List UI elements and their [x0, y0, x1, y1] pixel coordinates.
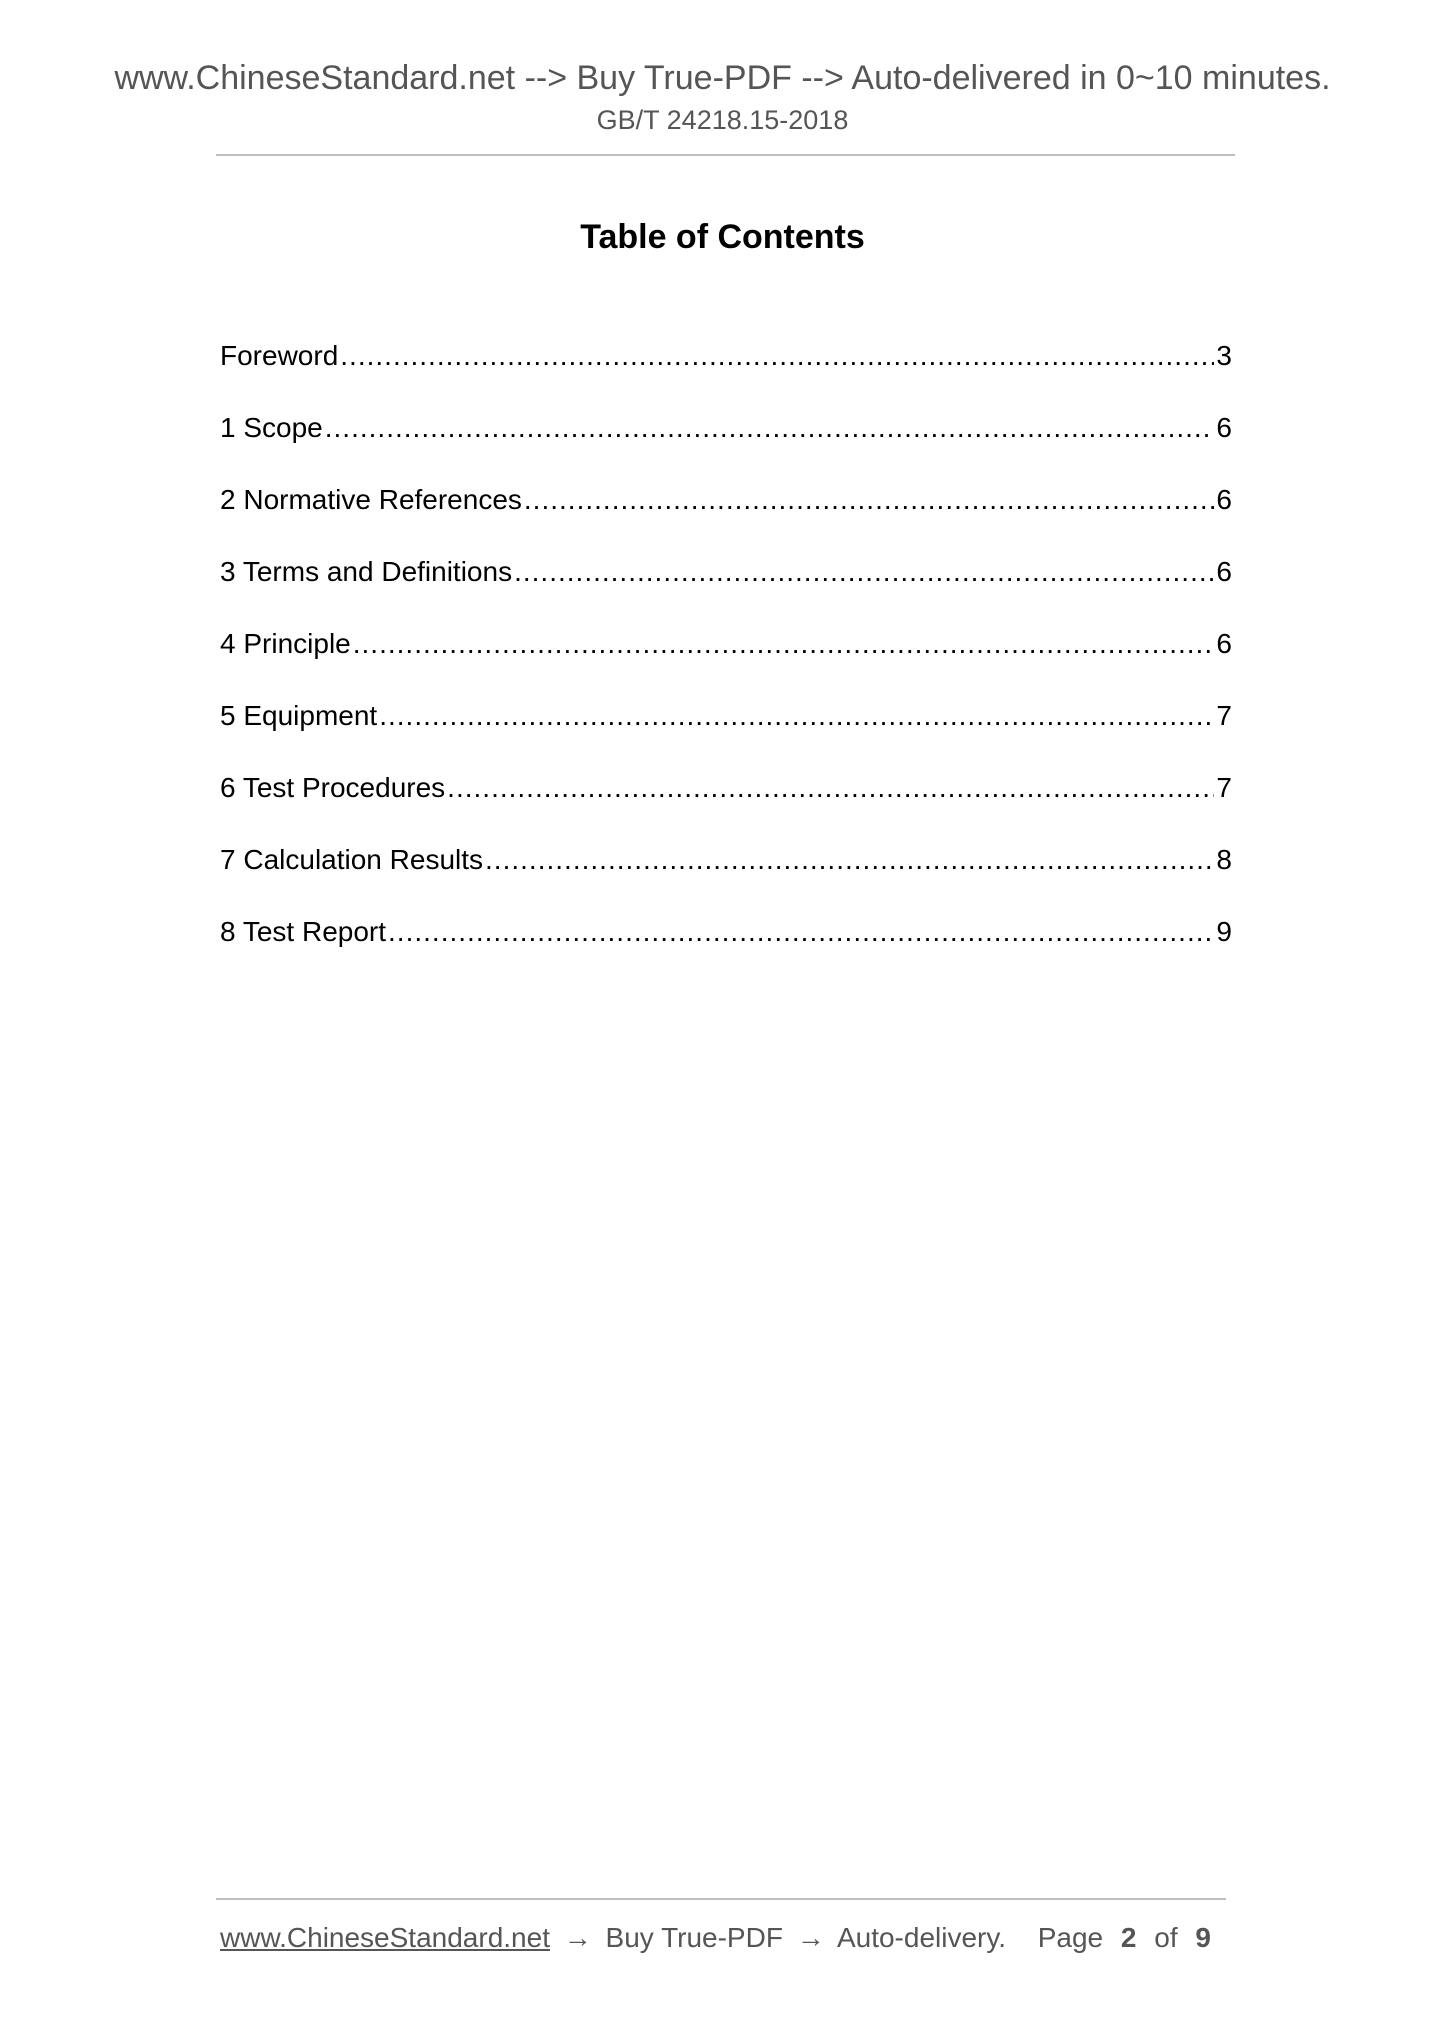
dot-leader	[353, 624, 1215, 664]
dot-leader	[514, 552, 1214, 592]
dot-leader	[340, 336, 1214, 376]
site-banner: www.ChineseStandard.net --> Buy True-PDF --> Auto-delivered in 0~10 minutes.	[114, 59, 1331, 97]
dot-leader	[379, 696, 1214, 736]
page-footer	[220, 1918, 1225, 1958]
toc-entry-page: 6	[1216, 556, 1232, 587]
header-divider	[216, 154, 1235, 156]
toc-entry-normative-references[interactable]	[220, 480, 1232, 552]
toc-entry-test-report[interactable]	[220, 912, 1232, 984]
footer-divider	[216, 1898, 1226, 1900]
dot-leader	[485, 840, 1214, 880]
toc-entry-page: 6	[1216, 484, 1232, 515]
toc-entry-label: 5 Equipment	[220, 700, 378, 731]
toc-entry-calculation-results[interactable]	[220, 840, 1232, 912]
toc-entry-page: 6	[1216, 412, 1232, 443]
toc-entry-label: Foreword	[220, 340, 339, 371]
toc-entry-label: 3 Terms and Definitions	[220, 556, 513, 587]
right-arrow-icon: →	[563, 1922, 592, 1953]
toc-entry-label: 7 Calculation Results	[220, 844, 484, 875]
dot-leader	[524, 480, 1215, 520]
of-word: of	[1154, 1922, 1178, 1953]
document-code: GB/T 24218.15-2018	[596, 105, 849, 135]
toc-entry-scope[interactable]	[220, 408, 1232, 480]
page-indicator	[1038, 1918, 1221, 1958]
toc-entry-test-procedures[interactable]	[220, 768, 1232, 840]
toc-entry-equipment[interactable]	[220, 696, 1232, 768]
toc-entry-foreword[interactable]	[220, 336, 1232, 408]
dot-leader	[388, 912, 1214, 952]
toc-entry-page: 7	[1216, 700, 1232, 731]
right-arrow-icon: →	[796, 1922, 825, 1953]
footer-site-link[interactable]: www.ChineseStandard.net	[220, 1922, 550, 1953]
toc-entry-label: 1 Scope	[220, 412, 323, 443]
toc-entry-page: 9	[1216, 916, 1232, 947]
toc-entry-label: 6 Test Procedures	[220, 772, 446, 803]
toc-entry-label: 4 Principle	[220, 628, 351, 659]
toc-title: Table of Contents	[580, 218, 865, 256]
toc-entry-label: 8 Test Report	[220, 916, 387, 947]
dot-leader	[325, 408, 1215, 448]
footer-delivery-text: Auto-delivery.	[836, 1922, 1007, 1953]
toc-entry-page: 3	[1216, 340, 1232, 371]
dot-leader	[447, 768, 1214, 808]
toc-entry-page: 7	[1216, 772, 1232, 803]
toc-entry-page: 8	[1216, 844, 1232, 875]
toc-entry-label: 2 Normative References	[220, 484, 522, 515]
page-word: Page	[1037, 1922, 1104, 1953]
toc-entry-terms-and-definitions[interactable]	[220, 552, 1232, 624]
toc-entry-principle[interactable]	[220, 624, 1232, 696]
current-page-number: 2	[1120, 1922, 1137, 1953]
total-pages-number: 9	[1195, 1922, 1211, 1953]
footer-buy-text: Buy True-PDF	[605, 1922, 783, 1953]
toc-entry-page: 6	[1216, 628, 1232, 659]
toc-list	[220, 336, 1232, 984]
footer-promo	[220, 1918, 1006, 1958]
